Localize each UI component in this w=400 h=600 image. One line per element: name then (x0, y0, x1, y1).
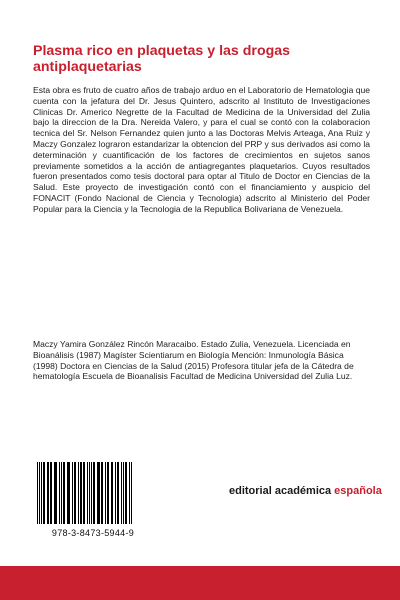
barcode-bar (125, 462, 127, 524)
barcode-bar (37, 462, 38, 524)
barcode-bar (80, 462, 82, 524)
barcode-bar (50, 462, 52, 524)
barcode-bar (117, 462, 119, 524)
barcode-bar (115, 462, 116, 524)
barcode-bar (89, 462, 90, 524)
barcode-bar (83, 462, 85, 524)
barcode-bar (78, 462, 79, 524)
barcode-bar (47, 462, 49, 524)
isbn-number: 978-3-8473-5944-9 (51, 528, 135, 538)
author-bio: Maczy Yamira González Rincón Maracaibo. Estado Zulia, Venezuela. Licenciada en Bioanálisis (1987) Magíster Scientiarum en Biología Mención: Inmunología Básica (1998) Doctora en Ciencias de la Salud (2015) Profesora titular jefa de la Cátedra de hematología Escuela de Bioanalisis Facultad de Medicina Universidad del Zulia Luz. (33, 339, 354, 382)
barcode-bar (121, 462, 122, 524)
barcode-bar (87, 462, 88, 524)
barcode-graphic (33, 460, 153, 526)
barcode-bar (72, 462, 73, 524)
barcode-bar (123, 462, 124, 524)
barcode-bar (105, 462, 106, 524)
barcode-bar (43, 462, 45, 524)
publisher-logo (229, 485, 382, 497)
barcode-bar (41, 462, 42, 524)
barcode-bar (39, 462, 40, 524)
barcode-bar (54, 462, 57, 524)
barcode-bar (107, 462, 109, 524)
barcode-bar (74, 462, 76, 524)
barcode-bar (61, 462, 62, 524)
book-title: Plasma rico en plaquetas y las drogas antiplaquetarias (33, 43, 291, 75)
book-abstract: Esta obra es fruto de cuatro años de trabajo arduo en el Laboratorio de Hematologia que cuenta con la jefatura del Dr. Jesus Quintero, adscrito al Instituto de Investigaciones Clinicas Dr. Americo Negrette de la Facultad de Medicina de la Universidad del Zulia bajo la direccion de la Dra. Nereida Valero, y para el cual se contó con la colaboracion tecnica del Sr. Nelson Fernandez quien junto a las Doctoras Melvis Arteaga, Ana Ruiz y Maczy Gonzalez lograron estandarizar la obtencion del PRP y sus derivados asi como la determinación y cuantificación de los factores de crecimientos en sujetos sanos previamente sometidos a la acción de antiagregantes plaquetarios. Cuyos resultados fueron presentados como tesis doctoral para optar al Titulo de Doctor en Ciencias de la Salud. Este proyecto de investigación contó con el financiamiento y auspicio del FONACIT (Fondo Nacional de Ciencia y Tecnologia) adscrito al Ministerio del Poder Popular para la Ciencia y la Tecnologia de la Republica Bolivariana de Venezuela. (33, 85, 370, 214)
isbn-barcode (33, 460, 153, 534)
barcode-bar (111, 462, 113, 524)
publisher-name: editorial académica (229, 485, 335, 497)
publisher-name-accent: española (334, 485, 382, 497)
bottom-color-band (0, 566, 400, 600)
barcode-bar (59, 462, 60, 524)
barcode-bar (91, 462, 92, 524)
barcode-bar (101, 462, 103, 524)
barcode-bar (97, 462, 100, 524)
barcode-bar (131, 462, 132, 524)
barcode-bar (129, 462, 130, 524)
barcode-bar (63, 462, 65, 524)
barcode-bar (93, 462, 95, 524)
barcode-bar (67, 462, 70, 524)
